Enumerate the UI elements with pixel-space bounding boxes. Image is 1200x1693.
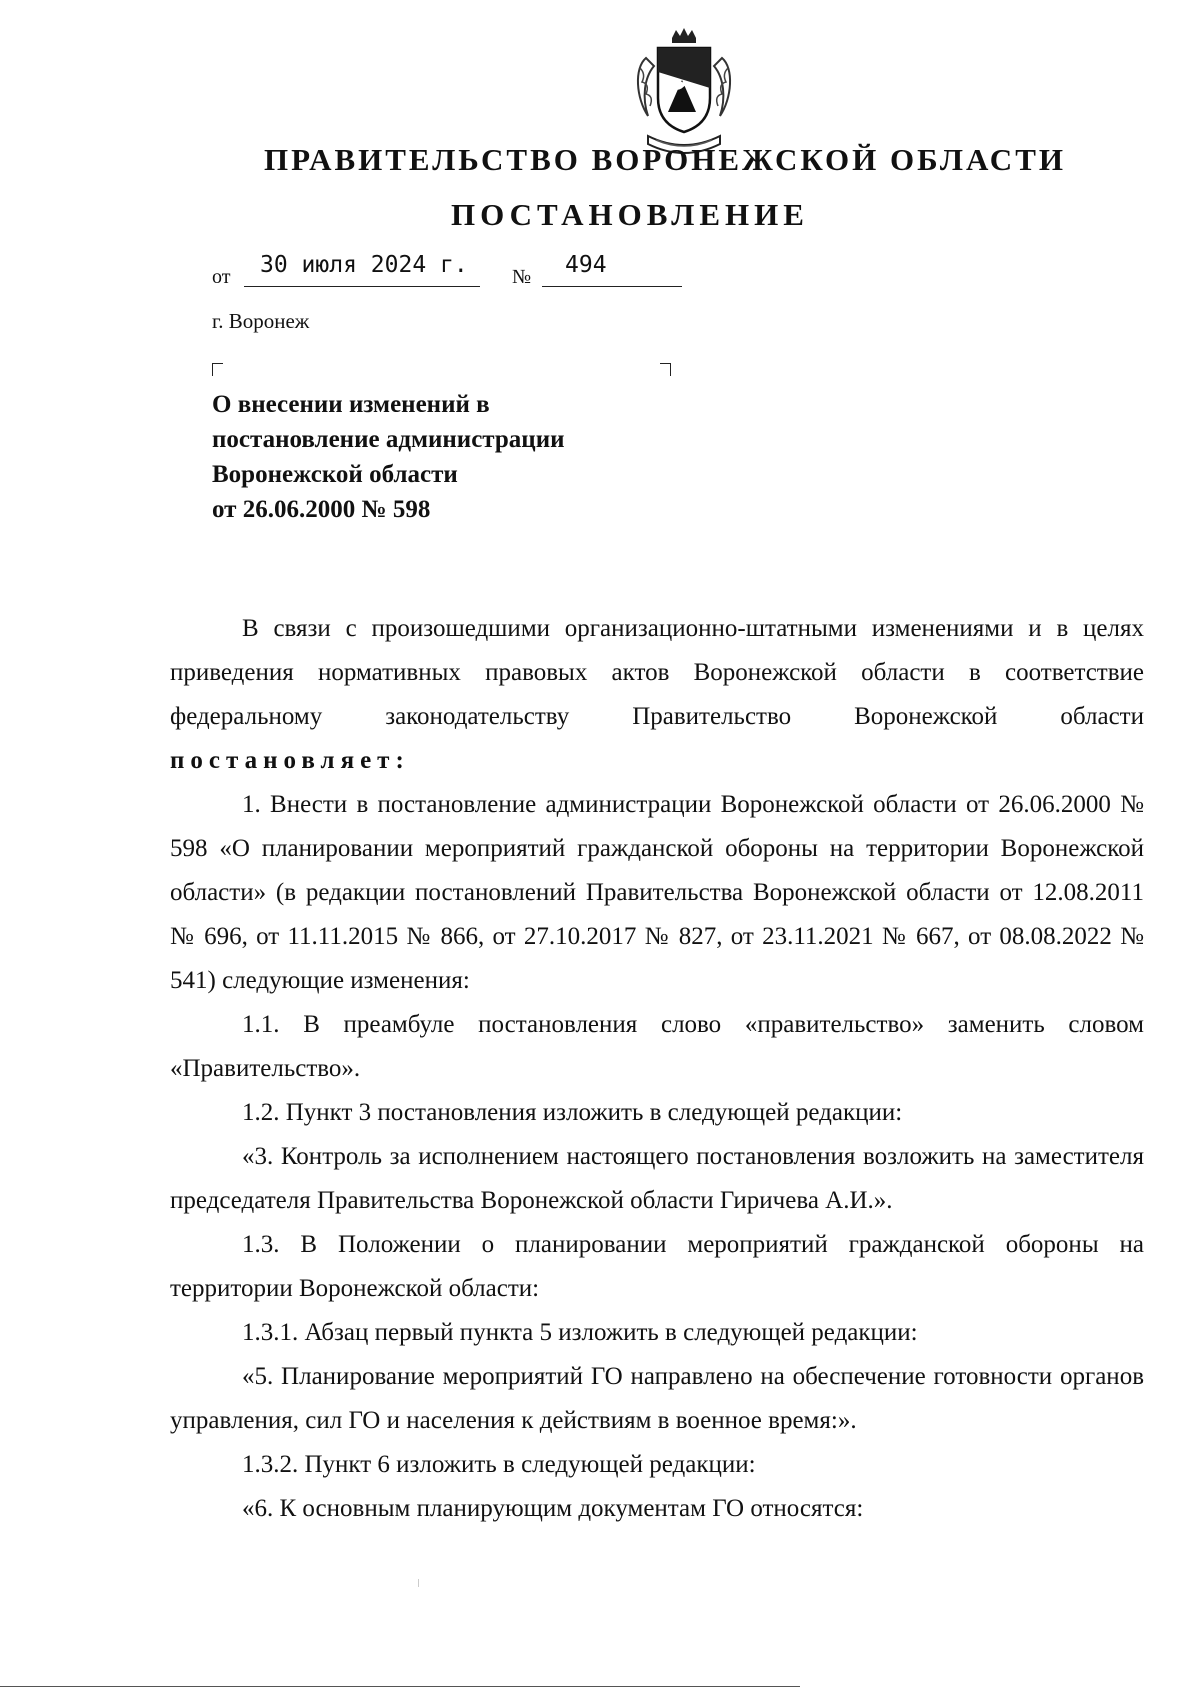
body-paragraph: 1.3.1. Абзац первый пункта 5 изложить в следующей редакции:	[242, 1319, 918, 1346]
subject-line: постановление администрации	[212, 426, 565, 453]
subject-corner-left	[212, 363, 223, 376]
document-type: ПОСТАНОВЛЕНИЕ	[451, 197, 809, 232]
body-paragraph: 1.2. Пункт 3 постановления изложить в следующей редакции:	[242, 1099, 903, 1126]
document-number: 494	[565, 252, 607, 278]
body-paragraph: 1.3. В Положении о планировании мероприятий гражданской обороны на территории Воронежской области:	[170, 1231, 1144, 1302]
scan-artifact	[418, 1579, 419, 1587]
date-prefix: от	[212, 266, 231, 288]
body-paragraph: «3. Контроль за исполнением настоящего постановления возложить на заместителя председателя Правительства Воронежской области Гиричева А.И.».	[170, 1143, 1144, 1214]
city: г. Воронеж	[212, 309, 310, 333]
preamble-text: В связи с произошедшими организационно-штатными изменениями и в целях приведения нормативных правовых актов Воронежской области в соответствие федеральному законодательству Правительство Воронежской области	[170, 615, 1144, 730]
voronezh-coat-of-arms-icon	[628, 28, 740, 156]
document-body	[170, 607, 1144, 1531]
body-paragraph: «6. К основным планирующим документам ГО относятся:	[242, 1495, 864, 1522]
preamble-paragraph	[170, 607, 1144, 783]
date-number-row	[212, 252, 692, 292]
body-paragraph: 1.1. В преамбуле постановления слово «правительство» заменить словом «Правительство».	[170, 1011, 1144, 1082]
subject-line: О внесении изменений в	[212, 391, 490, 418]
body-paragraph: «5. Планирование мероприятий ГО направлено на обеспечение готовности органов управления, сил ГО и населения к действиям в военное время:».	[170, 1363, 1144, 1434]
subject-corner-right	[660, 363, 671, 376]
number-sign: №	[512, 266, 532, 288]
document-date: 30 июля 2024 г.	[260, 252, 468, 278]
date-underline	[244, 286, 480, 287]
document-subject	[212, 387, 692, 527]
page-bottom-rule	[0, 1686, 800, 1687]
subject-line: от 26.06.2000 № 598	[212, 496, 431, 523]
number-underline	[542, 286, 682, 287]
body-paragraph: 1.3.2. Пункт 6 изложить в следующей редакции:	[242, 1451, 756, 1478]
resolves-word: постановляет:	[170, 747, 410, 774]
government-name: ПРАВИТЕЛЬСТВО ВОРОНЕЖСКОЙ ОБЛАСТИ	[264, 142, 1066, 177]
subject-line: Воронежской области	[212, 461, 458, 488]
body-paragraph: 1. Внести в постановление администрации Воронежской области от 26.06.2000 № 598 «О планировании мероприятий гражданской обороны на территории Воронежской области» (в редакции постановлений Правительства Воронежской области от 12.08.2011 № 696, от 11.11.2015 № 866, от 27.10.2017 № 827, от 23.11.2021 № 667, от 08.08.2022 № 541) следующие изменения:	[170, 791, 1144, 994]
